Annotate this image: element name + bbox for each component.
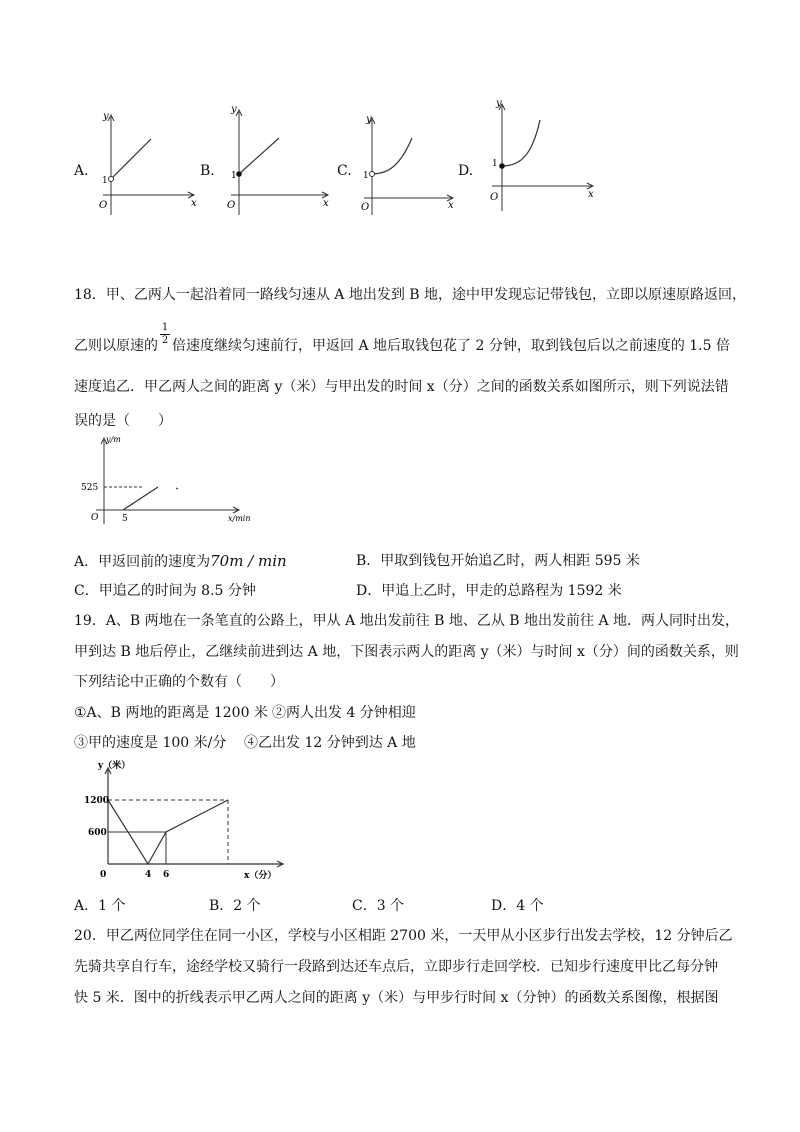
q19-graph-ytick-600: 600 (88, 828, 107, 838)
q19-graph-origin: 0 (100, 870, 107, 880)
q18-graph (80, 432, 260, 524)
q18-graph-origin: O (91, 513, 99, 523)
option-d-y-label: y (496, 98, 502, 109)
option-c-graph (360, 110, 460, 215)
option-b-x-label: x (323, 198, 329, 209)
q19-graph-ylabel: y（米） (98, 761, 131, 771)
option-a-x-label: x (191, 198, 197, 209)
option-a-graph (95, 105, 205, 215)
q19-graph-xtick-4: 4 (145, 870, 152, 880)
q18-option-b: B．甲取到钱包开始追乙时，两人相距 595 米 (356, 553, 640, 569)
q18-option-a-value: 70m / min (210, 552, 287, 570)
q18-line3: 速度追乙．甲乙两人之间的距离 y（米）与甲出发的时间 x（分）之间的函数关系如图所示，则下列说法错 (74, 379, 729, 395)
q19-option-c: C．3 个 (352, 898, 405, 914)
q19-statement-4: ④乙出发 12 分钟到达 A 地 (244, 735, 416, 751)
q18-fraction (160, 322, 170, 347)
option-d-one: 1 (492, 159, 498, 169)
q18-fraction-numerator: 1 (161, 322, 169, 333)
q19-graph-xtick-6: 6 (163, 870, 170, 880)
q18-option-d: D．甲追上乙时，甲走的总路程为 1592 米 (356, 583, 622, 599)
q19-line1: 19．A、B 两地在一条笔直的公路上，甲从 A 地出发前往 B 地、乙从 B 地出发前往 A 地．两人同时出发， (74, 613, 740, 629)
option-b-origin: O (227, 200, 236, 211)
q20-line3: 快 5 米．图中的折线表示甲乙两人之间的距离 y（米）与甲步行时间 x（分钟）的函数关系图像，根据图 (74, 990, 719, 1006)
option-c-one: 1 (363, 171, 369, 181)
q19-line2: 甲到达 B 地后停止，乙继续前进到达 A 地，下图表示两人的距离 y（米）与时间 x（分）间的函数关系，则 (74, 644, 739, 660)
option-d-x-label: x (588, 189, 594, 200)
q18-graph-xlabel: x/min (228, 514, 251, 523)
q19-line3: 下列结论中正确的个数有（ ） (74, 674, 284, 690)
q18-line2-post: 倍速度继续匀速前行，甲返回 A 地后取钱包花了 2 分钟，取到钱包后以之前速度的 1.5 倍 (172, 338, 730, 354)
option-a-y-label: y (103, 111, 109, 122)
q19-graph-xlabel: x（分） (244, 871, 277, 881)
option-d-graph (482, 96, 600, 214)
q19-option-d: D．4 个 (491, 898, 544, 914)
option-b-letter: B. (200, 163, 215, 179)
option-b-one: 1 (231, 171, 237, 181)
option-d-origin: O (490, 192, 499, 203)
q18-option-a-text: A．甲返回前的速度为 (74, 554, 211, 570)
q18-option-c: C．甲追乙的时间为 8.5 分钟 (74, 583, 256, 599)
q18-option-a (74, 552, 287, 571)
option-c-origin: O (361, 202, 370, 213)
q18-graph-ytick: 525 (81, 483, 99, 493)
q19-option-a: A．1 个 (74, 898, 126, 914)
option-c-letter: C. (337, 163, 352, 179)
q18-graph-ylabel: y/m (106, 435, 121, 444)
option-c-y-label: y (366, 114, 372, 125)
option-b-graph (223, 100, 333, 215)
option-a-origin: O (99, 200, 108, 211)
option-a-one: 1 (102, 176, 108, 186)
q19-option-b: B．2 个 (209, 898, 261, 914)
q19-statement-1: ①A、B 两地的距离是 1200 米 (74, 705, 268, 721)
option-a-letter: A. (74, 163, 89, 179)
q18-line1: 18．甲、乙两人一起沿着同一路线匀速从 A 地出发到 B 地，途中甲发现忘记带钱包，立即以原速原路返回， (74, 287, 747, 303)
q19-statement-3: ③甲的速度是 100 米/分 (74, 735, 227, 751)
q20-line2: 先骑共享自行车，途经学校又骑行一段路到达还车点后，立即步行走回学校．已知步行速度甲比乙每分钟 (74, 959, 718, 975)
q18-line2-pre: 乙则以原速的 (74, 338, 158, 354)
q18-line4: 误的是（ ） (74, 413, 172, 429)
q19-statement-2: ②两人出发 4 分钟相迎 (272, 705, 416, 721)
q18-fraction-denominator: 2 (161, 335, 169, 346)
option-b-y-label: y (231, 104, 237, 115)
q20-line1: 20．甲乙两位同学住在同一小区，学校与小区相距 2700 米，一天甲从小区步行出发去学校，12 分钟后乙 (74, 928, 733, 944)
option-c-x-label: x (448, 200, 454, 211)
q19-graph (86, 760, 296, 882)
q18-graph-xtick: 5 (122, 514, 128, 524)
q19-graph-ytick-1200: 1200 (84, 796, 110, 806)
option-d-letter: D. (458, 163, 474, 179)
